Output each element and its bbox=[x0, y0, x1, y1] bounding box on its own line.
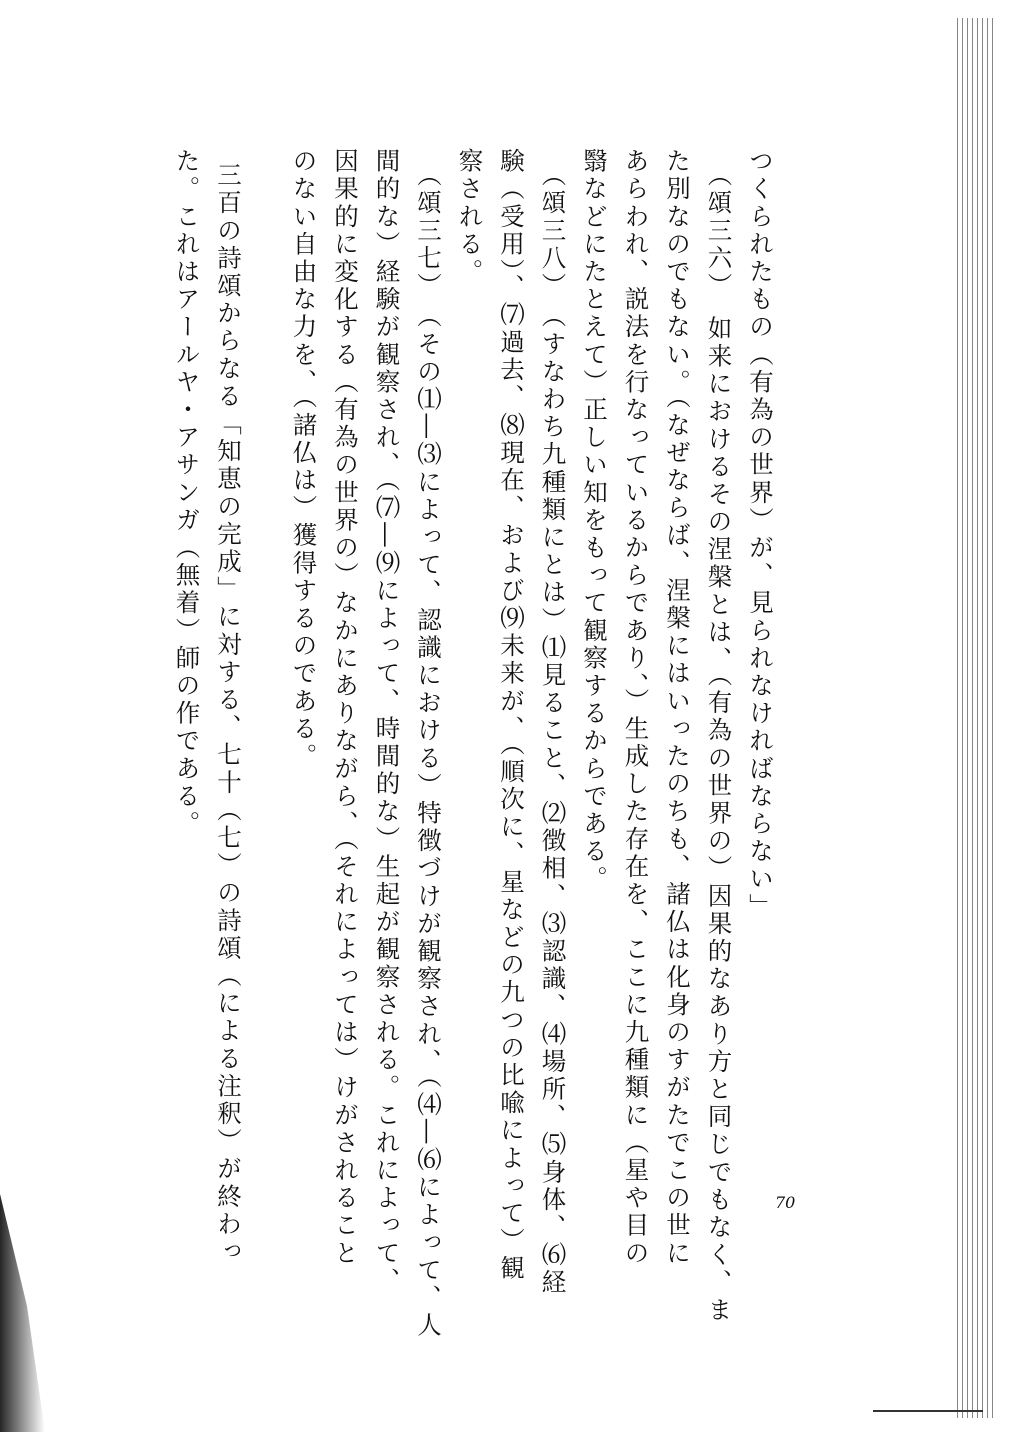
text-line: のない自由な力を、（諸仏は）獲得するのである。 bbox=[289, 148, 319, 771]
text-line: あらわれ、説法を行なっているからであり、）生成した存在を、ここに九種類に（星や目の bbox=[621, 148, 651, 1268]
text-line: 三百の詩頌からなる「知恵の完成」に対する、七十（七）の詩頌（による注釈）が終わっ bbox=[214, 162, 243, 1266]
scan-edge-rule bbox=[873, 1410, 983, 1412]
text-line: た。これはアールヤ・アサンガ（無着）師の作である。 bbox=[172, 148, 202, 838]
text-line: 翳などにたとえて）正しい知をもって観察するからである。 bbox=[580, 148, 609, 894]
paragraph-gap bbox=[249, 148, 283, 1178]
vertical-text-body bbox=[166, 148, 781, 1340]
scan-shadow bbox=[0, 1152, 45, 1432]
text-line: 察される。 bbox=[455, 148, 485, 286]
text-line: 因果的に変化する（有為の世界の）なかにありながら、（それによっては）けがされること bbox=[331, 148, 360, 1268]
text-line: （頌三八） （すなわち九種類にとは）⑴見ること、⑵徴相、⑶認識、⑷場所、⑸身体、⑹経 bbox=[538, 162, 568, 1297]
scan-edge-lines bbox=[957, 18, 993, 1418]
text-line: た別なのでもない。（なぜならば、涅槃にはいったのちも、諸仏は化身のすがたでこの世に bbox=[663, 148, 692, 1268]
text-line: （頌三七） （その⑴―⑶によって、認識における）特徴づけが観察され、（⑷―⑹によって、人 bbox=[414, 162, 443, 1340]
page-number: 70 bbox=[775, 1193, 796, 1212]
text-line: （頌三六） 如来におけるその涅槃とは、（有為の世界の）因果的なあり方と同じでもなく、ま bbox=[704, 162, 734, 1325]
text-line: 間的な）経験が観察され、（⑺―⑼によって、時間的な）生起が観察される。これによって、 bbox=[372, 148, 402, 1295]
text-line: つくられたもの（有為の世界）が、見られなければならない」 bbox=[746, 148, 775, 921]
text-line: 験（受用）、⑺過去、⑻現在、および⑼未来が、（順次に、星などの九つの比喩によって）観 bbox=[497, 148, 526, 1283]
